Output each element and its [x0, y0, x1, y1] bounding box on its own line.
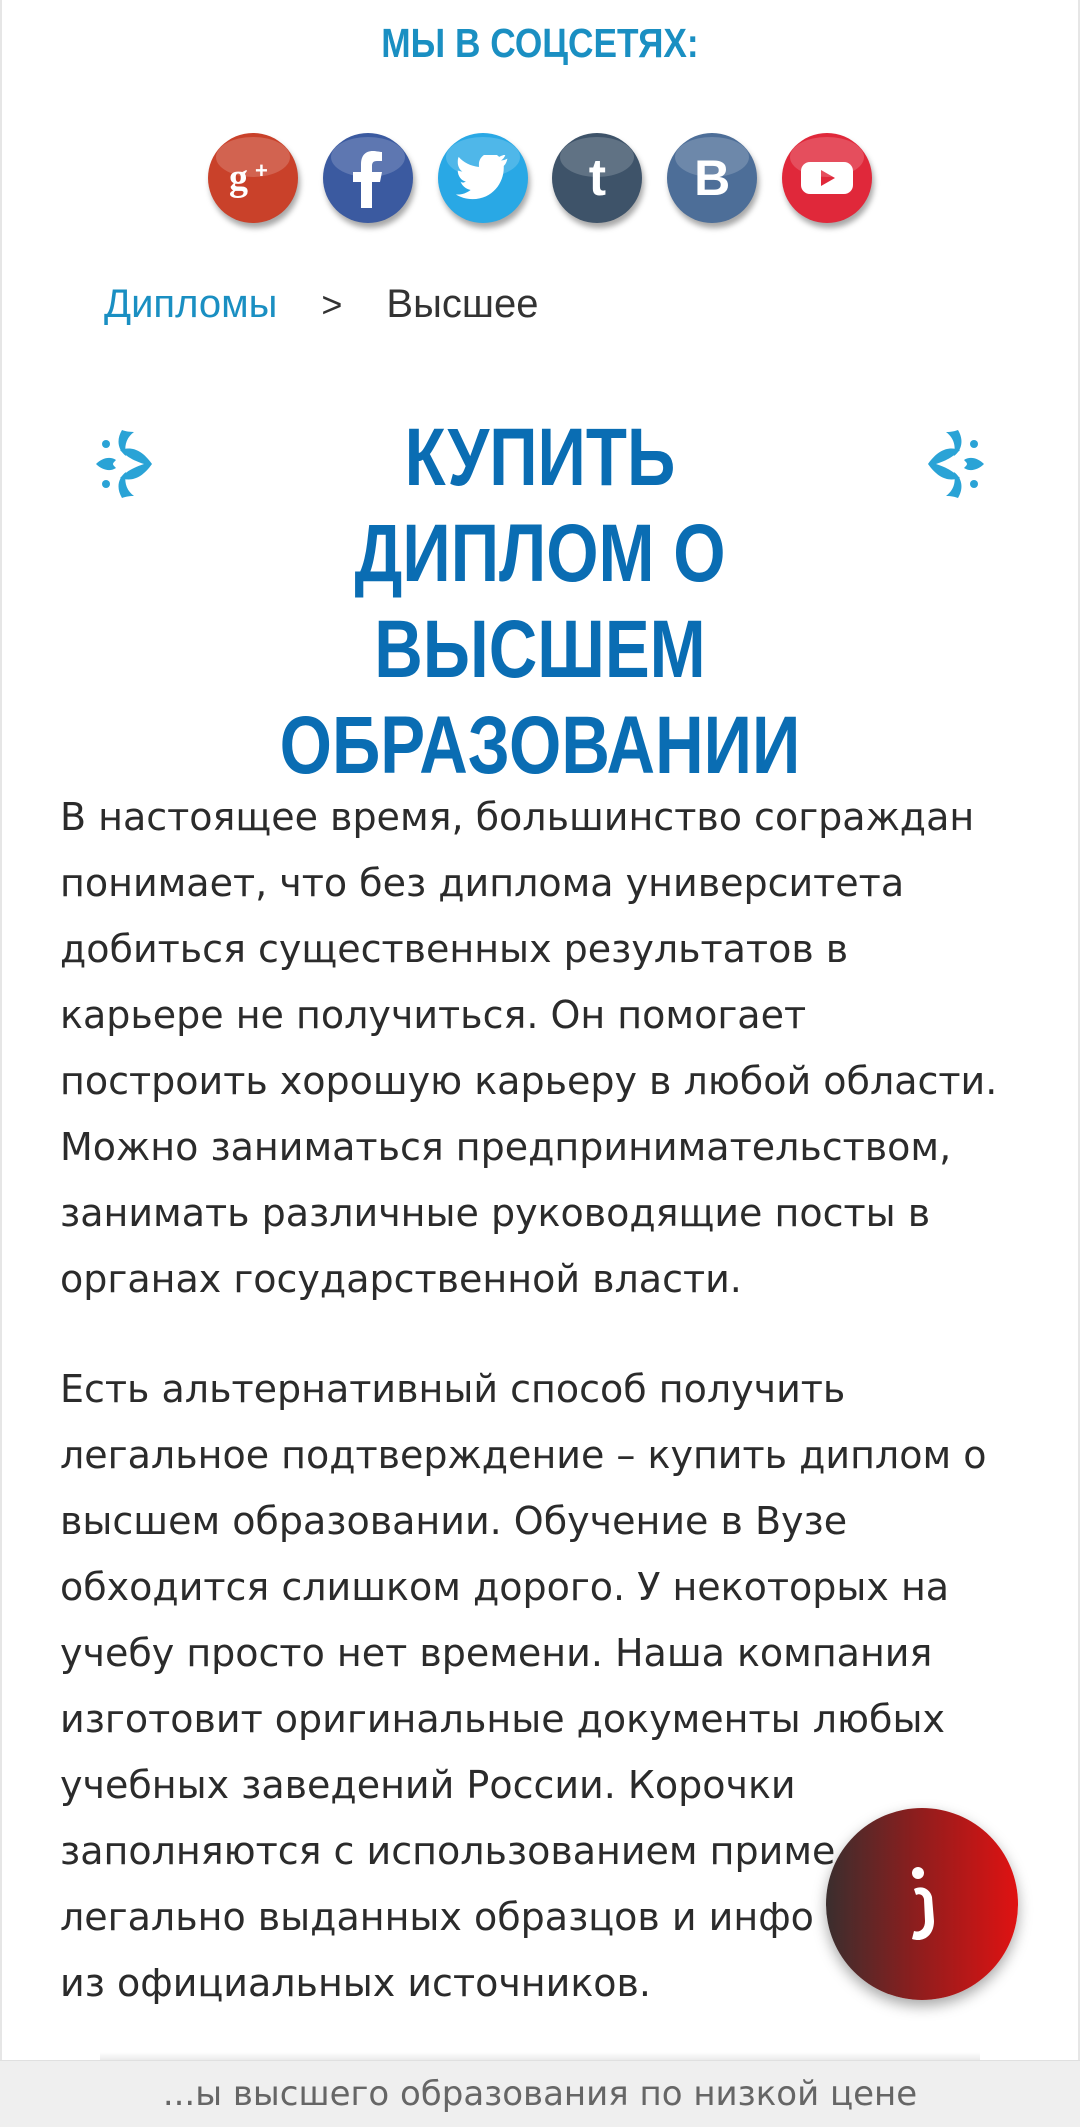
- facebook-glyph: [348, 148, 388, 208]
- paragraph-2-line: обходится слишком дорого. У некоторых на: [60, 1565, 950, 1609]
- svg-text:g: g: [229, 158, 248, 198]
- paragraph-2-line: учебных заведений России. Корочки: [60, 1763, 796, 1807]
- page-title-line-3: ОБРАЗОВАНИИ: [279, 700, 801, 791]
- breadcrumb-separator: >: [321, 283, 343, 325]
- social-title: МЫ В СОЦСЕТЯХ:: [381, 20, 699, 66]
- tumblr-glyph: t: [588, 149, 607, 207]
- youtube-icon[interactable]: [782, 133, 872, 223]
- paragraph-1-line: В настоящее время, большинство сограждан: [60, 795, 975, 839]
- breadcrumb-current: Высшее: [386, 282, 539, 326]
- paragraph-2-line: учебу просто нет времени. Наша компания: [60, 1631, 933, 1675]
- paragraph-2-line: легально выданных образцов и инфо: [60, 1895, 814, 1939]
- paragraph-2-line: заполняются с использованием приме: [60, 1829, 836, 1873]
- left-ornament-icon: [92, 420, 154, 508]
- bottom-bar-shadow: [100, 2052, 980, 2060]
- paragraph-2-line: легальное подтверждение – купить диплом о: [60, 1433, 987, 1477]
- chat-icon: [892, 1859, 952, 1949]
- google-plus-glyph: [225, 158, 281, 198]
- paragraph-2-line: высшем образовании. Обучение в Вузе: [60, 1499, 848, 1543]
- paragraph-2-line: изготовит оригинальные документы любых: [60, 1697, 945, 1741]
- page-border-left: [0, 0, 2, 2126]
- paragraph-2-line: из официальных источников.: [60, 1961, 652, 2005]
- svg-text:+: +: [255, 158, 268, 183]
- chat-button[interactable]: [826, 1808, 1018, 2000]
- paragraph-1-line: добиться существенных результатов в: [60, 927, 849, 971]
- tumblr-icon[interactable]: [552, 133, 642, 223]
- page-title-line-1: КУПИТЬ ДИПЛОМ О: [354, 412, 726, 599]
- paragraph-1-line: занимать различные руководящие посты в: [60, 1191, 931, 1235]
- paragraph-1-line: понимает, что без диплома университета: [60, 861, 905, 905]
- paragraph-1-line: построить хорошую карьеру в любой области.: [60, 1059, 998, 1103]
- paragraph-2-line: Есть альтернативный способ получить: [60, 1367, 846, 1411]
- vkontakte-icon[interactable]: [667, 133, 757, 223]
- paragraph-1-line: органах государственной власти.: [60, 1257, 742, 1301]
- page-title-line-2: ВЫСШЕМ: [374, 604, 706, 695]
- right-ornament-icon: [926, 420, 988, 508]
- twitter-icon[interactable]: [438, 133, 528, 223]
- page-title: [253, 410, 827, 794]
- breadcrumb-link-diplomas[interactable]: Дипломы: [104, 282, 278, 326]
- paragraph-1: [60, 784, 1020, 1312]
- youtube-glyph: [799, 158, 855, 198]
- vkontakte-glyph: B: [694, 150, 731, 206]
- paragraph-1-line: карьере не получиться. Он помогает: [60, 993, 807, 1037]
- google-plus-icon[interactable]: [208, 133, 298, 223]
- social-icons-row: [208, 133, 872, 225]
- bottom-bar[interactable]: ...ы высшего образования по низкой цене: [0, 2060, 1080, 2127]
- paragraph-1-line: Можно заниматься предпринимательством,: [60, 1125, 952, 1169]
- breadcrumb: [104, 282, 538, 327]
- facebook-icon[interactable]: [323, 133, 413, 223]
- twitter-glyph: [455, 155, 511, 201]
